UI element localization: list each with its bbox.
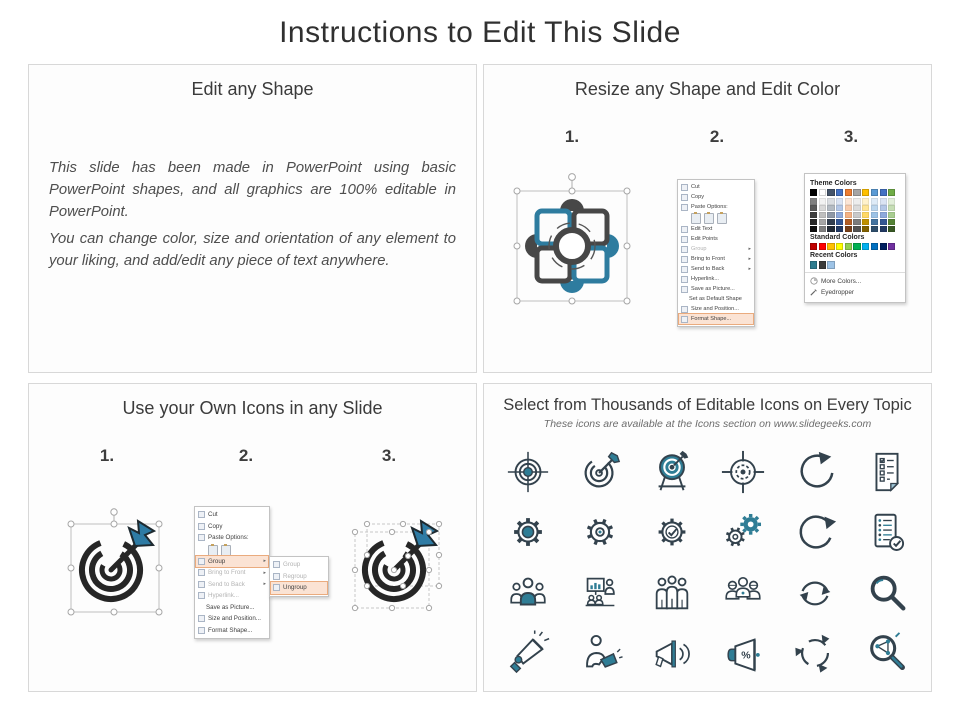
panel-own-icons-heading: Use your Own Icons in any Slide bbox=[122, 398, 383, 418]
color-swatch[interactable] bbox=[827, 243, 834, 250]
color-swatch[interactable] bbox=[836, 243, 843, 250]
menu-item-label: Cut bbox=[208, 511, 218, 519]
eyedropper-item-label: Eyedropper bbox=[821, 288, 855, 296]
menu-item-label: Hyperlink... bbox=[691, 276, 719, 282]
menu-item-format-shape[interactable] bbox=[196, 625, 268, 637]
paste-option-icon[interactable] bbox=[717, 213, 727, 224]
magnifier-network-icon[interactable] bbox=[863, 629, 911, 677]
panel-edit-shape-heading: Edit any Shape bbox=[191, 79, 314, 99]
menu-item-icon bbox=[681, 266, 688, 273]
menu-item-label: Send to Back bbox=[208, 580, 245, 588]
presentation-meeting-icon[interactable] bbox=[576, 569, 624, 617]
menu-item-group[interactable] bbox=[679, 244, 753, 254]
selected-shape-graphic bbox=[509, 169, 635, 309]
color-swatch[interactable] bbox=[845, 219, 852, 225]
menu-item-icon bbox=[198, 592, 205, 599]
step-number-2: 2. bbox=[238, 446, 254, 465]
edit-shape-paragraph-2: You can change color, size and orientation of any element to your liking, and add/edit any piece of text anywhere. bbox=[49, 231, 456, 270]
eyedropper-item[interactable] bbox=[810, 287, 900, 298]
menu-item-icon bbox=[681, 246, 688, 253]
team-group-icon[interactable] bbox=[648, 569, 696, 617]
team-ideas-icon[interactable] bbox=[719, 569, 767, 617]
icon-grid bbox=[492, 442, 923, 683]
eyedropper-icon bbox=[810, 288, 818, 296]
menu-item-send-to-back[interactable] bbox=[679, 264, 753, 274]
menu-item-label: Bring to Front bbox=[691, 256, 725, 262]
menu-item-spacer bbox=[681, 297, 686, 302]
menu-item-label: Save as Picture... bbox=[206, 603, 255, 611]
color-swatch[interactable] bbox=[862, 205, 869, 211]
paste-option-icon[interactable] bbox=[208, 545, 218, 556]
step-number-1: 1. bbox=[99, 446, 115, 465]
submenu-arrow-icon: ▸ bbox=[748, 256, 751, 262]
menu-item-send-to-back[interactable] bbox=[196, 579, 268, 591]
submenu-arrow-icon: ▸ bbox=[748, 246, 751, 252]
menu-item-icon bbox=[198, 511, 205, 518]
paste-option-icon[interactable] bbox=[221, 545, 231, 556]
menu-item-icon bbox=[681, 236, 688, 243]
color-swatch[interactable] bbox=[845, 212, 852, 218]
paste-options-row bbox=[196, 544, 268, 556]
color-swatch[interactable] bbox=[845, 243, 852, 250]
color-swatch[interactable] bbox=[888, 205, 895, 211]
recent-colors-label: Recent Colors bbox=[810, 252, 858, 260]
color-swatch[interactable] bbox=[827, 261, 834, 268]
color-swatch[interactable] bbox=[862, 219, 869, 225]
color-swatch[interactable] bbox=[827, 205, 834, 211]
color-swatch[interactable] bbox=[853, 205, 860, 211]
menu-item-icon bbox=[681, 286, 688, 293]
color-swatch[interactable] bbox=[888, 212, 895, 218]
menu-item-icon bbox=[681, 256, 688, 263]
theme-variant-row bbox=[810, 205, 900, 211]
menu-item-label: Format Shape... bbox=[208, 626, 253, 634]
step-number-2: 2. bbox=[709, 127, 725, 146]
color-swatch[interactable] bbox=[862, 212, 869, 218]
menu-item-label: Paste Options: bbox=[691, 204, 728, 210]
menu-item-label: Regroup bbox=[283, 572, 307, 580]
paste-option-icon[interactable] bbox=[704, 213, 714, 224]
color-swatch[interactable] bbox=[888, 226, 895, 232]
menu-item-group[interactable] bbox=[196, 556, 268, 568]
theme-variant-row bbox=[810, 198, 900, 204]
menu-item-icon bbox=[681, 316, 688, 323]
theme-colors-label: Theme Colors bbox=[810, 180, 857, 187]
standard-colors-row bbox=[810, 243, 900, 250]
submenu-arrow-icon: ▸ bbox=[263, 558, 266, 565]
crosshair-dot-icon[interactable] bbox=[719, 448, 767, 496]
target-dart-icon[interactable] bbox=[576, 448, 624, 496]
color-swatch[interactable] bbox=[871, 212, 878, 218]
menu-item-save-as-picture[interactable] bbox=[196, 602, 268, 614]
color-picker-panel bbox=[804, 173, 906, 303]
target-crosshair-icon[interactable] bbox=[504, 448, 552, 496]
menu-item-label: Group bbox=[208, 557, 226, 565]
menu-item-label: Ungroup bbox=[283, 584, 307, 592]
panel-icon-library-subheading: These icons are available at the Icons section on www.slidegeeks.com bbox=[543, 418, 872, 430]
menu-item-label: Size and Position... bbox=[208, 615, 261, 623]
color-swatch[interactable] bbox=[862, 226, 869, 232]
menu-item-icon bbox=[681, 226, 688, 233]
menu-item-bring-to-front[interactable] bbox=[679, 254, 753, 264]
color-swatch[interactable] bbox=[880, 212, 887, 218]
theme-variant-row bbox=[810, 219, 900, 225]
menu-item-label: Copy bbox=[208, 522, 223, 530]
menu-item-group[interactable] bbox=[271, 559, 327, 571]
checklist-document-icon[interactable] bbox=[863, 448, 911, 496]
context-menu-resize bbox=[677, 179, 755, 327]
menu-item-icon bbox=[681, 306, 688, 313]
menu-item-label: Save as Picture... bbox=[691, 286, 735, 292]
color-swatch[interactable] bbox=[836, 189, 843, 196]
menu-item-size-and-position[interactable] bbox=[679, 304, 753, 314]
color-swatch[interactable] bbox=[871, 219, 878, 225]
color-swatch[interactable] bbox=[871, 205, 878, 211]
menu-item-set-as-default-shape[interactable] bbox=[679, 294, 753, 304]
color-swatch[interactable] bbox=[845, 198, 852, 204]
color-swatch[interactable] bbox=[810, 243, 817, 250]
recent-colors-row bbox=[810, 261, 900, 268]
double-gears-icon[interactable] bbox=[719, 508, 767, 556]
step-number-3: 3. bbox=[381, 446, 397, 465]
paste-options-row bbox=[679, 212, 753, 224]
color-swatch[interactable] bbox=[827, 189, 834, 196]
color-swatch[interactable] bbox=[880, 243, 887, 250]
color-swatch[interactable] bbox=[853, 219, 860, 225]
menu-item-label: Format Shape... bbox=[691, 316, 732, 322]
theme-variant-row bbox=[810, 226, 900, 232]
rotate-arrow-icon[interactable] bbox=[791, 448, 839, 496]
menu-item-label: Edit Points bbox=[691, 236, 718, 242]
color-swatch[interactable] bbox=[810, 219, 817, 225]
edit-shape-paragraph-1: This slide has been made in PowerPoint using basic PowerPoint shapes, and all graphics are 100% editable in PowerPoint. bbox=[49, 160, 456, 221]
menu-item-label: Set as Default Shape bbox=[689, 296, 742, 302]
color-swatch[interactable] bbox=[810, 261, 817, 268]
megaphone-icon[interactable] bbox=[504, 629, 552, 677]
menu-item-edit-text[interactable] bbox=[679, 224, 753, 234]
color-swatch[interactable] bbox=[827, 219, 834, 225]
color-swatch[interactable] bbox=[871, 226, 878, 232]
menu-item-edit-points[interactable] bbox=[679, 234, 753, 244]
color-swatch[interactable] bbox=[862, 243, 869, 250]
standard-colors-label: Standard Colors bbox=[810, 234, 865, 242]
step-number-1: 1. bbox=[564, 127, 580, 146]
refresh-arrow-icon[interactable] bbox=[791, 508, 839, 556]
menu-item-regroup[interactable] bbox=[271, 571, 327, 583]
menu-item-ungroup[interactable] bbox=[271, 582, 327, 594]
color-swatch[interactable] bbox=[888, 189, 895, 196]
selected-target-icon-graphic bbox=[61, 504, 175, 624]
color-swatch[interactable] bbox=[845, 226, 852, 232]
color-swatch[interactable] bbox=[862, 198, 869, 204]
menu-item-paste-options[interactable] bbox=[196, 532, 268, 544]
divider bbox=[805, 272, 905, 273]
menu-item-icon bbox=[273, 573, 280, 580]
menu-item-icon bbox=[681, 184, 688, 191]
submenu-arrow-icon: ▸ bbox=[263, 581, 266, 588]
menu-item-paste-options[interactable] bbox=[679, 202, 753, 212]
context-menu-group bbox=[194, 506, 270, 639]
color-swatch[interactable] bbox=[880, 189, 887, 196]
gear-check-icon[interactable] bbox=[648, 508, 696, 556]
color-swatch[interactable] bbox=[836, 219, 843, 225]
color-swatch[interactable] bbox=[810, 212, 817, 218]
menu-item-icon bbox=[681, 276, 688, 283]
color-swatch[interactable] bbox=[819, 189, 826, 196]
panel-icon-library-heading: Select from Thousands of Editable Icons on Every Topic bbox=[503, 396, 912, 414]
menu-item-bring-to-front[interactable] bbox=[196, 567, 268, 579]
menu-item-label: Send to Back bbox=[691, 266, 725, 272]
color-swatch[interactable] bbox=[819, 243, 826, 250]
color-swatch[interactable] bbox=[888, 243, 895, 250]
color-swatch[interactable] bbox=[845, 205, 852, 211]
color-swatch[interactable] bbox=[871, 243, 878, 250]
menu-item-copy[interactable] bbox=[196, 521, 268, 533]
color-swatch[interactable] bbox=[853, 198, 860, 204]
menu-item-icon bbox=[273, 584, 280, 591]
menu-item-hyperlink[interactable] bbox=[196, 590, 268, 602]
menu-item-size-and-position[interactable] bbox=[196, 613, 268, 625]
menu-item-icon bbox=[198, 558, 205, 565]
menu-item-icon bbox=[273, 561, 280, 568]
magnifier-icon[interactable] bbox=[863, 569, 911, 617]
color-swatch[interactable] bbox=[853, 226, 860, 232]
color-swatch[interactable] bbox=[880, 219, 887, 225]
menu-item-icon bbox=[681, 204, 688, 211]
menu-item-label: Paste Options: bbox=[208, 534, 249, 542]
menu-item-icon bbox=[198, 534, 205, 541]
color-swatch[interactable] bbox=[880, 226, 887, 232]
menu-item-save-as-picture[interactable] bbox=[679, 284, 753, 294]
gear-icon[interactable] bbox=[576, 508, 624, 556]
color-swatch[interactable] bbox=[827, 212, 834, 218]
theme-variant-row bbox=[810, 212, 900, 218]
color-swatch[interactable] bbox=[836, 198, 843, 204]
color-swatch[interactable] bbox=[810, 189, 817, 196]
paste-option-icon[interactable] bbox=[691, 213, 701, 224]
color-swatch[interactable] bbox=[819, 261, 826, 268]
menu-item-label: Hyperlink... bbox=[208, 592, 239, 600]
menu-item-icon bbox=[198, 523, 205, 530]
submenu-arrow-icon: ▸ bbox=[748, 266, 751, 272]
theme-colors-row bbox=[810, 189, 900, 196]
person-announcement-icon[interactable] bbox=[576, 629, 624, 677]
color-swatch[interactable] bbox=[871, 198, 878, 204]
sync-arrows-icon[interactable] bbox=[791, 569, 839, 617]
menu-item-label: Cut bbox=[691, 184, 700, 190]
menu-item-format-shape[interactable] bbox=[679, 314, 753, 324]
color-swatch[interactable] bbox=[827, 226, 834, 232]
color-swatch[interactable] bbox=[853, 189, 860, 196]
panel-icon-library bbox=[483, 383, 932, 692]
gear-filled-icon[interactable] bbox=[504, 508, 552, 556]
color-wheel-icon bbox=[810, 277, 818, 285]
color-swatch[interactable] bbox=[819, 226, 826, 232]
color-swatch[interactable] bbox=[880, 198, 887, 204]
panel-edit-shape bbox=[28, 64, 477, 373]
menu-item-icon bbox=[198, 627, 205, 634]
color-swatch[interactable] bbox=[880, 205, 887, 211]
color-swatch[interactable] bbox=[853, 243, 860, 250]
color-swatch[interactable] bbox=[853, 212, 860, 218]
panel-resize-shape bbox=[483, 64, 932, 373]
menu-item-label: Copy bbox=[691, 194, 705, 200]
menu-item-label: Group bbox=[283, 561, 301, 569]
color-swatch[interactable] bbox=[871, 189, 878, 196]
submenu-arrow-icon: ▸ bbox=[263, 569, 266, 576]
dartboard-stand-icon[interactable] bbox=[648, 448, 696, 496]
checklist-verified-icon[interactable] bbox=[863, 508, 911, 556]
menu-item-hyperlink[interactable] bbox=[679, 274, 753, 284]
group-submenu bbox=[269, 556, 329, 597]
menu-item-cut[interactable] bbox=[679, 182, 753, 192]
menu-item-label: Edit Text bbox=[691, 226, 713, 232]
color-swatch[interactable] bbox=[888, 198, 895, 204]
menu-item-icon bbox=[198, 569, 205, 576]
team-leader-icon[interactable] bbox=[504, 569, 552, 617]
menu-item-copy[interactable] bbox=[679, 192, 753, 202]
menu-item-label: Size and Position... bbox=[691, 306, 739, 312]
color-swatch[interactable] bbox=[810, 226, 817, 232]
more-colors-item-label: More Colors... bbox=[821, 277, 862, 285]
menu-item-label: Bring to Front bbox=[208, 569, 246, 577]
svg-text:%: % bbox=[741, 649, 751, 662]
ungrouped-target-icon-graphic bbox=[341, 504, 455, 624]
menu-item-icon bbox=[198, 615, 205, 622]
panel-resize-shape-heading: Resize any Shape and Edit Color bbox=[574, 79, 841, 99]
step-number-3: 3. bbox=[843, 127, 859, 146]
color-swatch[interactable] bbox=[862, 189, 869, 196]
color-swatch[interactable] bbox=[827, 198, 834, 204]
menu-item-cut[interactable] bbox=[196, 509, 268, 521]
color-swatch[interactable] bbox=[810, 205, 817, 211]
menu-item-label: Group bbox=[691, 246, 707, 252]
menu-item-icon bbox=[681, 194, 688, 201]
color-swatch[interactable] bbox=[836, 205, 843, 211]
megaphone-offer-icon[interactable] bbox=[719, 629, 767, 677]
menu-item-spacer bbox=[198, 605, 203, 610]
slide-title: Instructions to Edit This Slide bbox=[279, 16, 681, 49]
color-swatch[interactable] bbox=[819, 212, 826, 218]
color-swatch[interactable] bbox=[836, 226, 843, 232]
color-swatch[interactable] bbox=[810, 198, 817, 204]
more-colors-item[interactable] bbox=[810, 276, 900, 287]
panel-own-icons bbox=[28, 383, 477, 692]
color-swatch[interactable] bbox=[819, 219, 826, 225]
color-swatch[interactable] bbox=[836, 212, 843, 218]
menu-item-icon bbox=[198, 581, 205, 588]
color-swatch[interactable] bbox=[819, 205, 826, 211]
cycle-arrows-icon[interactable] bbox=[791, 629, 839, 677]
megaphone-sound-icon[interactable] bbox=[648, 629, 696, 677]
color-swatch[interactable] bbox=[888, 219, 895, 225]
color-swatch[interactable] bbox=[819, 198, 826, 204]
color-swatch[interactable] bbox=[845, 189, 852, 196]
